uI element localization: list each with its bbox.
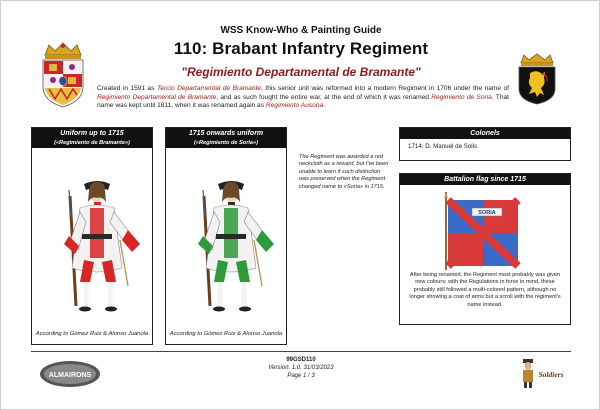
- intro-part: .: [323, 102, 326, 110]
- battalion-flag-icon: [442, 190, 522, 270]
- panel-subtitle: («Regimiento de Bramante»): [32, 139, 152, 148]
- soldier-green-facings-icon: [184, 156, 280, 316]
- guide-title: WSS Know-Who & Painting Guide: [220, 25, 382, 36]
- uniform-panel-post-1715: [165, 127, 287, 345]
- panel-caption: According to Gómez Ruiz & Alonso Juanola: [35, 330, 149, 337]
- intro-name-regimiento: Regimiento Departamental de Bramante: [97, 93, 217, 101]
- footer-page: Page 1 / 3: [287, 373, 315, 379]
- intro-name-tercio: Tercio Departamental de Bramante: [156, 85, 262, 92]
- soldier-red-facings-icon: [50, 156, 146, 316]
- intro-part: Created in 1591 as: [97, 85, 157, 92]
- intro-name-ausona: Regimiento Ausona: [265, 102, 324, 110]
- footer-version: Version: 1.0, 31/03/2023: [268, 365, 334, 371]
- panel-subtitle: («Regimiento de Soria»): [166, 139, 286, 148]
- award-note: The Regiment was awarded a red neckcloth as a reward, but I've been unable to learn if such distinction was preserved when the Regiment changed name to «Soria» in 1715.: [299, 154, 389, 190]
- brabant-crest-icon: [515, 53, 559, 105]
- intro-part: , this senior unit was reformed into a modern Regiment in 1706 under the name of: [261, 85, 509, 92]
- spanish-crest-icon: [37, 41, 89, 109]
- soldiers-logo-icon: [517, 355, 571, 389]
- flag-panel: [399, 173, 571, 325]
- uniform-panel-pre-1715: [31, 127, 153, 345]
- footer-divider: [31, 351, 571, 352]
- footer-code: 99GSD110: [286, 357, 316, 363]
- panel-title: Uniform up to 1715: [32, 128, 152, 139]
- intro-text: [97, 85, 509, 111]
- page-title: 110: Brabant Infantry Regiment: [173, 39, 429, 58]
- soldiers-logo-text: Soldiers: [538, 370, 564, 379]
- panel-title: 1715 onwards uniform: [166, 128, 286, 139]
- almairons-logo-text: ALMAIRONS: [48, 372, 92, 379]
- intro-name-soria: Regimiento de Soria: [431, 93, 492, 101]
- intro-part: , and as such fought the entire war, at the end of which it was renamed: [216, 93, 432, 101]
- colonels-title: Colonels: [400, 128, 570, 139]
- almairons-logo-icon: [39, 359, 101, 389]
- regiment-subtitle: "Regimiento Departamental de Bramante": [181, 65, 421, 79]
- intro-part: . That name was kept until 1811, when it was renamed again as: [97, 93, 509, 110]
- flag-title: Battalion flag since 1715: [400, 174, 570, 185]
- flag-scroll-text: SORIA: [478, 210, 496, 217]
- colonels-panel: [399, 127, 571, 161]
- flag-description: After being renamed, the Regiment most probably was given new colours; with the Regulations in force in mind, these probably still followed a multi-colored pattern, although no longer showing a coat of arms but a scroll with the regiment's name instead.: [409, 272, 561, 308]
- colonel-entry: 1714: D. Manuel de Solis: [408, 143, 478, 150]
- panel-caption: According to Gómez Ruiz & Alonso Juanola: [169, 330, 283, 337]
